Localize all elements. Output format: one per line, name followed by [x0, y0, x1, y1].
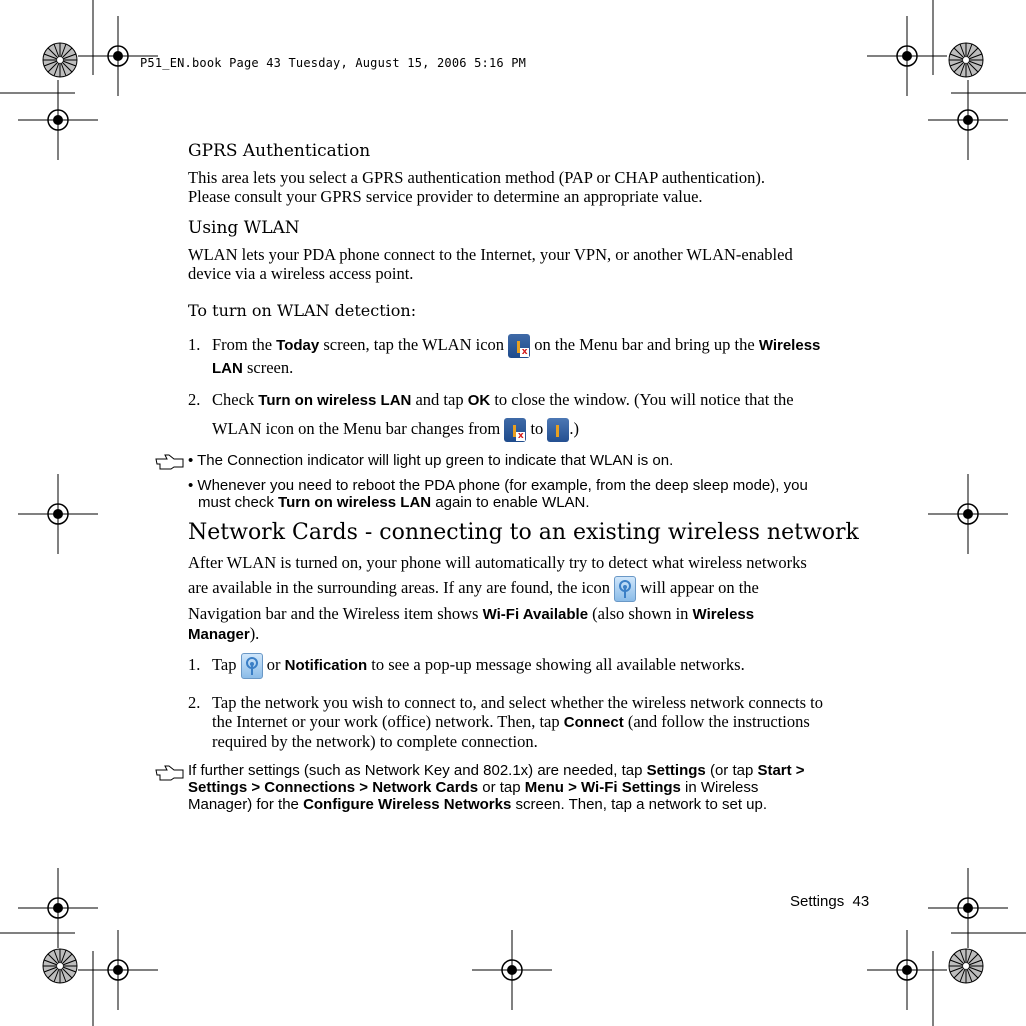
settings-note [188, 762, 888, 813]
registration-mark-icon [928, 474, 1008, 554]
turn-on-wlan-label: Turn on wireless LAN [278, 494, 432, 511]
step-number: 2. [188, 390, 201, 409]
step-number: 1. [188, 654, 201, 674]
settings-label: Settings [646, 762, 706, 779]
wlan-body-line: device via a wireless access point. [188, 264, 414, 283]
wifi-available-icon [241, 653, 263, 679]
wlan-step-2 [188, 390, 888, 442]
text: screen. [242, 358, 294, 377]
text: the Internet or your work (office) network. Then, tap [212, 712, 564, 731]
text: to [526, 418, 548, 438]
text: ). [249, 624, 260, 643]
text: on the Menu bar and bring up the [530, 334, 759, 354]
body-line: After WLAN is turned on, your phone will automatically try to detect what wireless networks [188, 553, 807, 572]
text: are available in the surrounding areas. If any are found, the icon [188, 577, 615, 597]
notification-label: Notification [284, 656, 368, 674]
registration-mark-icon [18, 80, 98, 160]
wlan-heading: Using WLAN [188, 218, 300, 238]
cards-step-2 [188, 693, 888, 751]
text: required by the network) to complete connection. [212, 732, 538, 751]
start-label: Start > [757, 762, 805, 779]
text: (or tap [705, 762, 758, 779]
text: or tap [478, 779, 525, 796]
registration-mark-icon [867, 930, 947, 1010]
text: screen. Then, tap a network to set up. [511, 796, 768, 813]
text: Manager) for the [188, 796, 304, 813]
note-hand-icon [155, 452, 185, 470]
wlan-body [188, 245, 888, 283]
page-footer [790, 893, 869, 910]
text: Check [212, 390, 259, 409]
text: (also shown in [588, 604, 693, 623]
text: If further settings (such as Network Key and 802.1x) are needed, tap [188, 762, 647, 779]
registration-mark-icon [18, 868, 98, 948]
registration-mark-icon [78, 930, 158, 1010]
text: again to enable WLAN. [431, 494, 590, 511]
wireless-label: Wireless [692, 606, 755, 623]
wlan-off-icon: x [504, 418, 526, 442]
note-line: • Whenever you need to reboot the PDA phone (for example, from the deep sleep mode), you [188, 477, 808, 494]
network-cards-heading: Network Cards - connecting to an existing wireless network [188, 520, 859, 545]
text: .) [569, 418, 580, 438]
gprs-body-line: Please consult your GPRS service provider to determine an appropriate value. [188, 187, 703, 206]
wifi-available-icon [614, 576, 636, 602]
wifi-settings-path-label: Menu > Wi-Fi Settings [524, 779, 681, 796]
wlan-off-icon: x [508, 334, 530, 358]
text: Tap [212, 654, 241, 674]
network-cards-path-label: Settings > Connections > Network Cards [188, 779, 479, 796]
print-header: P51_EN.book Page 43 Tuesday, August 15, 2006 5:16 PM [140, 56, 527, 70]
text: must check [198, 494, 279, 511]
gprs-body-line: This area lets you select a GPRS authentication method (PAP or CHAP authentication). [188, 168, 765, 187]
text: to see a pop-up message showing all available networks. [367, 654, 745, 674]
text: (and follow the instructions [623, 712, 810, 731]
note-line: • The Connection indicator will light up green to indicate that WLAN is on. [188, 452, 674, 469]
text: Tap the network you wish to connect to, and select whether the wireless network connects to [212, 693, 823, 712]
note-hand-icon [155, 763, 185, 781]
text: or [262, 654, 285, 674]
connect-label: Connect [563, 714, 624, 731]
wlan-body-line: WLAN lets your PDA phone connect to the Internet, your VPN, or another WLAN-enabled [188, 245, 793, 264]
page-number: 43 [852, 893, 870, 910]
text: will appear on the [636, 577, 759, 597]
wlan-on-icon [547, 418, 569, 442]
text: screen, tap the WLAN icon [319, 334, 509, 354]
text: From the [212, 334, 277, 354]
cards-step-1 [188, 653, 888, 679]
network-cards-body [188, 553, 888, 644]
step-number: 1. [188, 334, 201, 354]
star-mark-icon [43, 43, 77, 77]
registration-mark-icon [472, 930, 552, 1010]
configure-networks-label: Configure Wireless Networks [303, 796, 512, 813]
text: to close the window. (You will notice that the [490, 390, 794, 409]
turn-on-wlan-label: Turn on wireless LAN [258, 392, 412, 409]
today-label: Today [276, 336, 320, 354]
manager-label: Manager [188, 626, 250, 643]
gprs-body [188, 168, 888, 206]
wlan-note [188, 452, 888, 511]
star-mark-icon [43, 949, 77, 983]
wireless-label: Wireless [758, 336, 821, 354]
registration-mark-icon [867, 16, 947, 96]
star-mark-icon [949, 43, 983, 77]
registration-mark-icon [928, 868, 1008, 948]
star-mark-icon [949, 949, 983, 983]
registration-mark-icon [18, 474, 98, 554]
text: and tap [411, 390, 468, 409]
step-number: 2. [188, 693, 201, 712]
registration-mark-icon [928, 80, 1008, 160]
wlan-subheading: To turn on WLAN detection: [188, 301, 417, 320]
text: Navigation bar and the Wireless item shows [188, 604, 483, 623]
footer-section: Settings [790, 893, 845, 910]
wlan-step-1 [188, 334, 888, 378]
text: in Wireless [680, 779, 759, 796]
wifi-available-label: Wi-Fi Available [482, 606, 589, 623]
ok-label: OK [467, 392, 491, 409]
lan-label: LAN [212, 360, 243, 377]
gprs-heading: GPRS Authentication [188, 141, 371, 161]
text: WLAN icon on the Menu bar changes from [212, 418, 505, 438]
